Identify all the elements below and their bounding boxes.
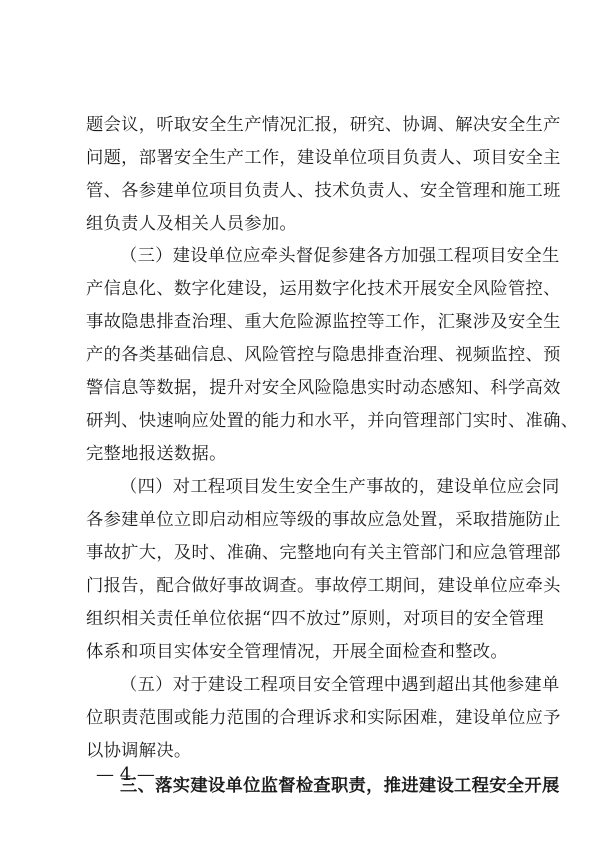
text-line: 题会议，听取安全生产情况汇报，研究、协调、解决安全生产: [86, 115, 561, 135]
text-line: 研判、快速响应处置的能力和水平，并向管理部门实时、准确、: [86, 411, 579, 431]
text-line: 各参建单位立即启动相应等级的事故应急处置，采取措施防止: [86, 510, 561, 530]
paragraph-start-line: （三）建设单位应牵头督促参建各方加强工程项目安全生: [120, 246, 560, 266]
text-line: 组负责人及相关人员参加。: [86, 214, 297, 234]
text-line: 组织相关责任单位依据“四不放过”原则，对项目的安全管理: [86, 609, 544, 629]
page-number: — 4 —: [96, 764, 155, 785]
text-line: 产的各类基础信息、风险管控与隐患排查治理、视频监控、预: [86, 345, 561, 365]
paragraph-start-line: （四）对工程项目发生安全生产事故的，建设单位应会同: [120, 477, 560, 497]
text-line: 门报告，配合做好事故调查。事故停工期间，建设单位应牵头: [86, 576, 561, 596]
text-line: 警信息等数据，提升对安全风险隐患实时动态感知、科学高效: [86, 378, 561, 398]
text-line: 以协调解决。: [86, 741, 192, 761]
text-line: 管、各参建单位项目负责人、技术负责人、安全管理和施工班: [86, 181, 561, 201]
paragraph-start-line: （五）对于建设工程项目安全管理中遇到超出其他参建单: [120, 675, 560, 695]
text-line: 事故隐患排查治理、重大危险源监控等工作，汇聚涉及安全生: [86, 312, 561, 332]
text-line: 位职责范围或能力范围的合理诉求和实际困难，建设单位应予: [86, 708, 561, 728]
text-line: 事故扩大，及时、准确、完整地向有关主管部门和应急管理部: [86, 543, 561, 563]
text-line: 产信息化、数字化建设，运用数字化技术开展安全风险管控、: [86, 279, 561, 299]
section-heading: 三、落实建设单位监督检查职责，推进建设工程安全开展: [120, 776, 560, 796]
text-line: 问题，部署安全生产工作，建设单位项目负责人、项目安全主: [86, 148, 561, 168]
text-line: 完整地报送数据。: [86, 444, 227, 464]
text-line: 体系和项目实体安全管理情况，开展全面检查和整改。: [86, 642, 508, 662]
